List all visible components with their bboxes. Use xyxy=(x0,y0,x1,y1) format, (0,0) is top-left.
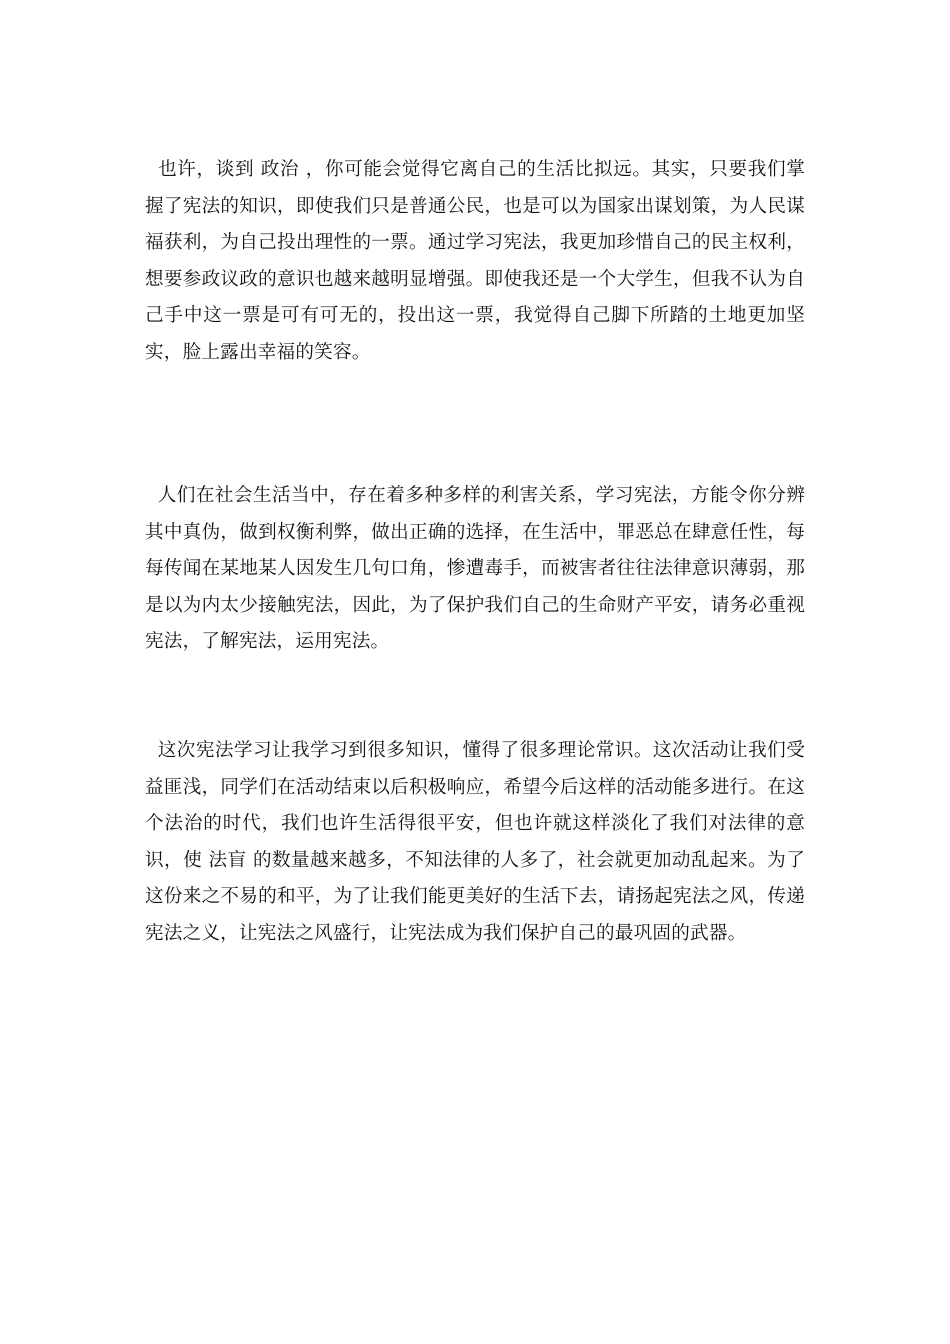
paragraph-politics: 也许，谈到 政治 ，你可能会觉得它离自己的生活比拟远。其实，只要我们掌握了宪法的知识，即使我们只是普通公民，也是可以为国家出谋划策，为人民谋福获利，为自己投出理性的一票。通过学习宪法，我更加珍惜自己的民主权利，想要参政议政的意识也越来越明显增强。即使我还是一个大学生，但我不认为自己手中这一票是可有可无的，投出这一票，我觉得自己脚下所踏的土地更加坚实，脸上露出幸福的笑容。 xyxy=(145,159,805,363)
paragraph-conclusion: 这次宪法学习让我学习到很多知识，懂得了很多理论常识。这次活动让我们受益匪浅，同学们在活动结束以后积极响应，希望今后这样的活动能多进行。在这个法治的时代，我们也许生活得很平安，但也许就这样淡化了我们对法律的意识，使 法盲 的数量越来越多，不知法律的人多了，社会就更加动乱起来。为了这份来之不易的和平，为了让我们能更美好的生活下去，请扬起宪法之风，传递宪法之义，让宪法之风盛行，让宪法成为我们保护自己的最巩固的武器。 xyxy=(145,740,805,944)
paragraph-social-life: 人们在社会生活当中，存在着多种多样的利害关系，学习宪法，方能令你分辨其中真伪，做到权衡利弊，做出正确的选择，在生活中，罪恶总在肆意任性，每每传闻在某地某人因发生几句口角，惨遭毒手，而被害者往往法律意识薄弱，那是以为内太少接触宪法，因此，为了保护我们自己的生命财产平安，请务必重视宪法，了解宪法，运用宪法。 xyxy=(145,485,805,653)
